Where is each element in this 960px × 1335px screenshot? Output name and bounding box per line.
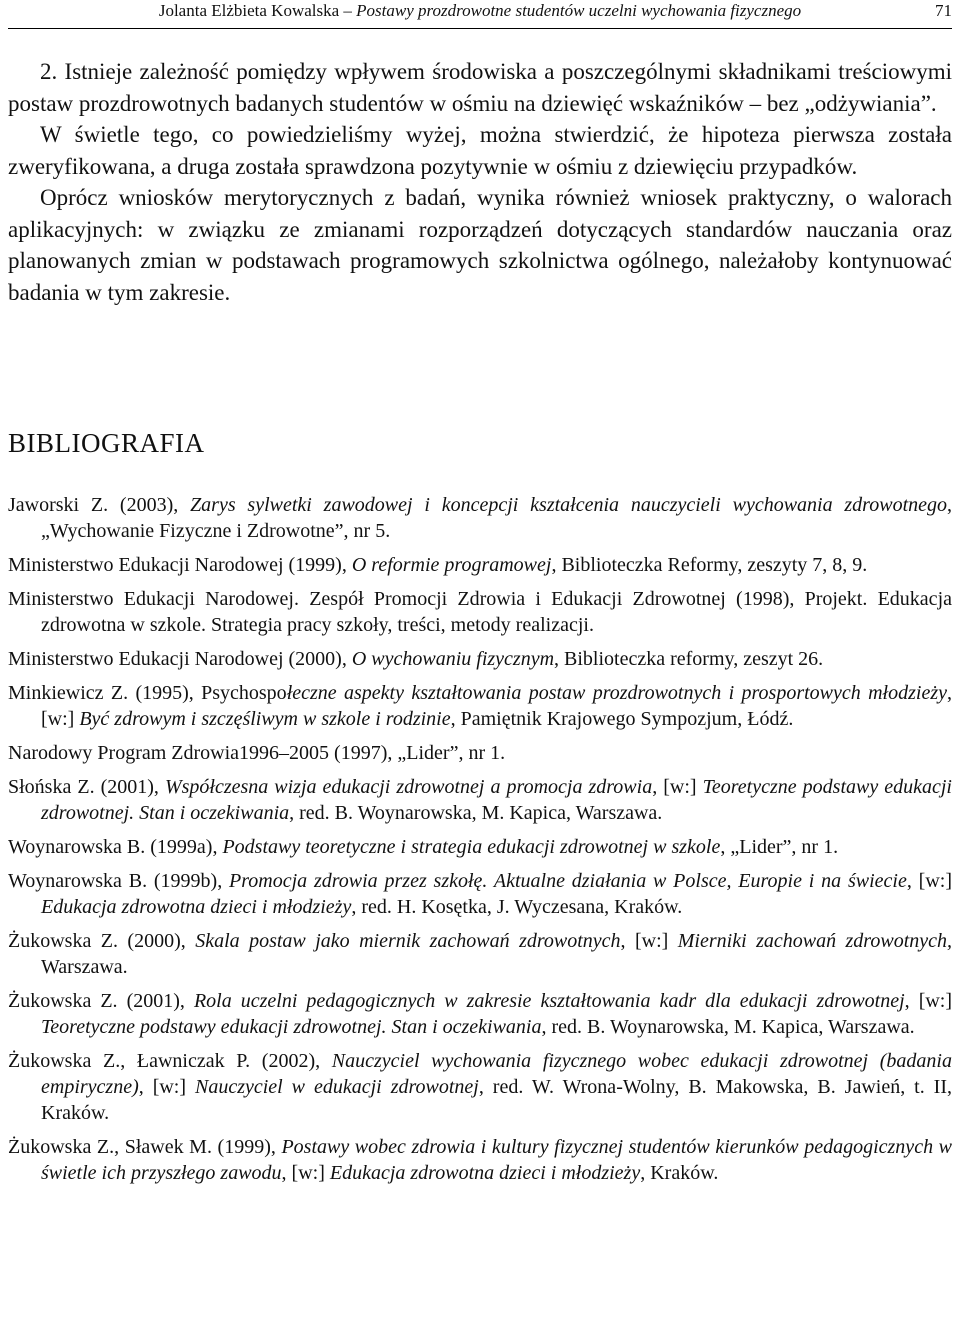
bibliography-entry: Woynarowska B. (1999b), Promocja zdrowia przez szkołę. Aktualne działania w Polsce, Europie i na świecie, [w:] Edukacja zdrowotna dzieci i młodzieży, red. H. Kosętka, J. Wyczesana, Kraków. bbox=[8, 870, 952, 918]
bibliography-entry: Żukowska Z., Ławniczak P. (2002), Nauczyciel wychowania fizycznego wobec edukacji zdrowotnej (badania empiryczne), [w:] Nauczyciel w edukacji zdrowotnej, red. W. Wrona-Wolny, B. Makowska, B. Jawień, t. II, Kraków. bbox=[8, 1050, 952, 1124]
bibliography-entry: Jaworski Z. (2003), Zarys sylwetki zawodowej i koncepcji kształcenia nauczycieli wychowania zdrowotnego, „Wychowanie Fizyczne i Zdrowotne”, nr 5. bbox=[8, 494, 952, 542]
bibliography-list bbox=[8, 492, 952, 1194]
bibliography-entry: Słońska Z. (2001), Współczesna wizja edukacji zdrowotnej a promocja zdrowia, [w:] Teoretyczne podstawy edukacji zdrowotnej. Stan i oczekiwania, red. B. Woynarowska, M. Kapica, Warszawa. bbox=[8, 776, 952, 824]
bibliography-entry: Ministerstwo Edukacji Narodowej (1999), O reformie programowej, Biblioteczka Reformy, zeszyty 7, 8, 9. bbox=[8, 554, 868, 576]
paragraph: W świetle tego, co powiedzieliśmy wyżej, można stwierdzić, że hipoteza pierwsza została zweryfikowana, a druga została sprawdzona pozytywnie w ośmiu z dziewięciu przypadków. bbox=[8, 122, 952, 179]
paragraph: Oprócz wniosków merytorycznych z badań, wynika również wniosek praktyczny, o walorach aplikacyjnych: w związku ze zmianami rozporządzeń dotyczących standardów nauczania oraz planowanych zmian w podstawach programowych szkolnictwa ogólnego, należałoby kontynuować badania w tym zakresie. bbox=[8, 185, 952, 305]
bibliography-entry: Ministerstwo Edukacji Narodowej. Zespół Promocji Zdrowia i Edukacji Zdrowotnej (1998), Projekt. Edukacja zdrowotna w szkole. Strategia pracy szkoły, treści, metody realizacji. bbox=[8, 588, 952, 636]
header-author: Jolanta Elżbieta Kowalska bbox=[158, 1, 340, 20]
bibliography-entry: Żukowska Z., Sławek M. (1999), Postawy wobec zdrowia i kultury fizycznej studentów kierunków pedagogicznych w świetle ich przyszłego zawodu, [w:] Edukacja zdrowotna dzieci i młodzieży, Kraków. bbox=[8, 1136, 952, 1184]
bibliography-entry: Woynarowska B. (1999a), Podstawy teoretyczne i strategia edukacji zdrowotnej w szkole, „Lider”, nr 1. bbox=[8, 836, 839, 858]
header-title: Postawy prozdrowotne studentów uczelni wychowania fizycznego bbox=[356, 1, 802, 20]
bibliography-heading: BIBLIOGRAFIA bbox=[8, 428, 205, 458]
running-header bbox=[0, 0, 960, 22]
header-separator: – bbox=[339, 1, 357, 20]
page-number: 71 bbox=[935, 1, 952, 20]
conclusions-text bbox=[8, 56, 952, 308]
bibliography-entry: Minkiewicz Z. (1995), Psychospołeczne aspekty kształtowania postaw prozdrowotnych i prosportowych młodzieży, [w:] Być zdrowym i szczęśliwym w szkole i rodzinie, Pamiętnik Krajowego Sympozjum, Łódź. bbox=[8, 682, 952, 730]
bibliography-entry: Żukowska Z. (2000), Skala postaw jako miernik zachowań zdrowotnych, [w:] Mierniki zachowań zdrowotnych, Warszawa. bbox=[8, 930, 952, 978]
bibliography-entry: Żukowska Z. (2001), Rola uczelni pedagogicznych w zakresie kształtowania kadr dla edukacji zdrowotnej, [w:] Teoretyczne podstawy edukacji zdrowotnej. Stan i oczekiwania, red. B. Woynarowska, M. Kapica, Warszawa. bbox=[8, 990, 953, 1038]
bibliography-entry: Narodowy Program Zdrowia1996–2005 (1997), „Lider”, nr 1. bbox=[8, 742, 506, 764]
header-rule bbox=[8, 28, 952, 29]
bibliography-entry: Ministerstwo Edukacji Narodowej (2000), O wychowaniu fizycznym, Biblioteczka reformy, zeszyt 26. bbox=[8, 648, 824, 670]
paragraph: 2. Istnieje zależność pomiędzy wpływem środowiska a poszczególnymi składnikami treściowymi postaw prozdrowotnych badanych studentów w ośmiu na dziewięć wskaźników – bez „odżywiania”. bbox=[8, 59, 952, 116]
